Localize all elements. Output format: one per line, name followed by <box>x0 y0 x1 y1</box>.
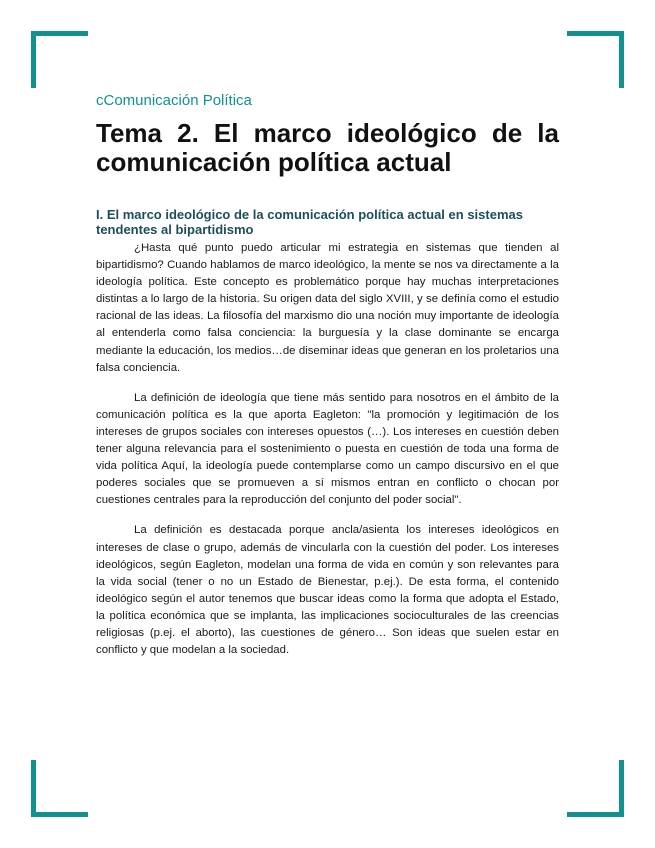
corner-mark-top-left <box>31 31 88 88</box>
section-heading: I. El marco ideológico de la comunicación política actual en sistemas tendentes al bipartidismo <box>96 207 523 237</box>
corner-mark-bottom-left <box>31 760 88 817</box>
page-content <box>96 92 559 672</box>
paragraph: La definición es destacada porque ancla/asienta los intereses ideológicos en intereses de clase o grupo, además de vincularla con la cuestión del poder. Los intereses ideológicos, según Eagleton, modelan una forma de vida en común y son relevantes para la vida social (tener o no un Estado de Bienestar, p.ej.). De esta forma, el contenido ideológico según el autor tenemos que buscar ideas como la forma que adopta el Estado, la política económica que se implanta, las implicaciones socioculturales de las creencias religiosas (p.ej. el aborto), las cuestiones de género… Son ideas que suelen estar en conflicto y que modelan a la sociedad. <box>96 524 559 657</box>
paragraph: La definición de ideología que tiene más sentido para nosotros en el ámbito de la comunicación política es la que aporta Eagleton: "la promoción y legitimación de los intereses de grupos sociales con intereses opuestos (…). Los intereses en cuestión deben tener alguna relevancia para el sostenimiento o puesta en cuestión de toda una forma de vida política Aquí, la ideología puede contemplarse como un campo discursivo en el que poderes sociales que se promueven a sí mismos entran en conflicto o chocan por cuestiones centrales para la reproducción del conjunto del poder social". <box>96 391 559 507</box>
paragraph: ¿Hasta qué punto puedo articular mi estrategia en sistemas que tienden al bipartidismo? Cuando hablamos de marco ideológico, la mente se nos va directamente a la ideología política. Este concepto es problemático porque hay muchas interpretaciones distintas a lo largo de la historia. Su origen data del siglo XVIII, y se definía como el estudio racional de las ideas. La filosofía del marxismo dio una noción muy importante de ideología al entenderla como falsa conciencia: la burguesía y la clase dominante se encarga mediante la educación, los medios…de diseminar ideas que generan en los proletarios una falsa conciencia. <box>96 242 559 374</box>
corner-mark-bottom-right <box>567 760 624 817</box>
corner-mark-top-right <box>567 31 624 88</box>
page-title: Tema 2. El marco ideológico de la comunicación política actual <box>96 118 559 177</box>
course-name: cComunicación Política <box>96 92 252 109</box>
